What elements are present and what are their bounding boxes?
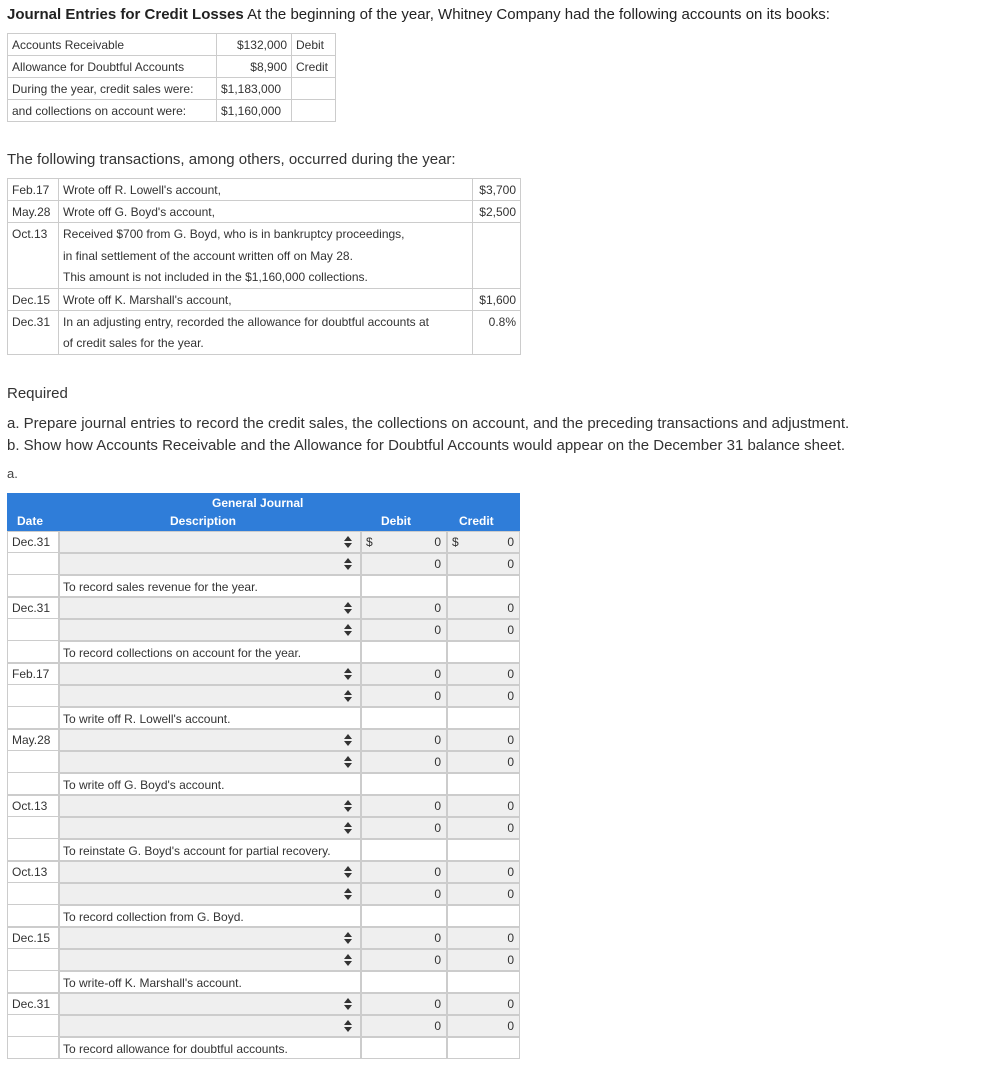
debit-blank (361, 575, 447, 597)
table-row (7, 597, 520, 619)
debit-input[interactable] (361, 817, 447, 839)
table-row (7, 993, 520, 1015)
credit-input[interactable] (447, 751, 520, 773)
general-journal (7, 493, 520, 1059)
column-header-date: Date (17, 514, 44, 528)
journal-entries (7, 531, 520, 1059)
account-select[interactable] (59, 949, 361, 971)
credit-value: 0 (507, 865, 514, 879)
debit-value: 0 (434, 865, 441, 879)
debit-blank (361, 905, 447, 927)
debit-input[interactable] (361, 949, 447, 971)
select-arrows-icon[interactable] (344, 1020, 352, 1032)
table-row (7, 773, 520, 795)
credit-input[interactable] (447, 663, 520, 685)
debit-input[interactable] (361, 597, 447, 619)
credit-input[interactable] (447, 993, 520, 1015)
table-row (8, 333, 521, 355)
select-arrows-icon[interactable] (344, 690, 352, 702)
credit-value: 0 (507, 887, 514, 901)
debit-input[interactable] (361, 619, 447, 641)
credit-value: 0 (507, 601, 514, 615)
table-row (8, 179, 521, 201)
credit-value: 0 (507, 931, 514, 945)
credit-blank (447, 641, 520, 663)
table-row (7, 641, 520, 663)
journal-entry (7, 993, 520, 1059)
entry-date-blank (7, 883, 59, 905)
transaction-amount (473, 333, 521, 355)
memo-text: To reinstate G. Boyd's account for partial recovery. (63, 844, 331, 858)
transaction-text: in final settlement of the account written off on May 28. (59, 245, 473, 267)
select-arrows-icon[interactable] (344, 734, 352, 746)
entry-date: Oct.13 (7, 861, 59, 883)
entry-memo (59, 1037, 361, 1059)
currency-symbol: $ (366, 535, 373, 549)
credit-input[interactable] (447, 531, 520, 553)
credit-blank (447, 905, 520, 927)
transaction-date: Oct.13 (8, 223, 59, 245)
table-row (7, 685, 520, 707)
account-select[interactable] (59, 751, 361, 773)
select-arrows-icon[interactable] (344, 998, 352, 1010)
problem-title-bold: Journal Entries for Credit Losses (7, 6, 244, 23)
account-label: Accounts Receivable (8, 34, 217, 56)
debit-value: 0 (434, 601, 441, 615)
column-header-credit: Credit (459, 514, 494, 528)
table-row (7, 883, 520, 905)
entry-date-blank (7, 1037, 59, 1059)
memo-text: To write-off K. Marshall's account. (63, 976, 242, 990)
account-select[interactable] (59, 1015, 361, 1037)
select-arrows-icon[interactable] (344, 668, 352, 680)
debit-input[interactable] (361, 751, 447, 773)
debit-blank (361, 1037, 447, 1059)
debit-input[interactable] (361, 993, 447, 1015)
debit-value: 0 (434, 799, 441, 813)
problem-title (7, 6, 830, 23)
account-amount: $1,160,000 (217, 100, 292, 122)
transaction-text: Received $700 from G. Boyd, who is in bankruptcy proceedings, (59, 223, 473, 245)
credit-blank (447, 575, 520, 597)
account-side (292, 100, 336, 122)
memo-text: To write off G. Boyd's account. (63, 778, 225, 792)
credit-input[interactable] (447, 927, 520, 949)
table-row (8, 56, 336, 78)
table-row (7, 927, 520, 949)
debit-value: 0 (434, 689, 441, 703)
account-amount: $1,183,000 (217, 78, 292, 100)
transaction-amount (473, 267, 521, 289)
account-amount: $132,000 (217, 34, 292, 56)
entry-date: Dec.31 (7, 993, 59, 1015)
entry-memo (59, 575, 361, 597)
journal-entry (7, 729, 520, 795)
account-select[interactable] (59, 861, 361, 883)
entry-date-blank (7, 905, 59, 927)
entry-memo (59, 641, 361, 663)
transaction-date (8, 333, 59, 355)
account-side: Credit (292, 56, 336, 78)
entry-date: Dec.31 (7, 531, 59, 553)
account-select[interactable] (59, 729, 361, 751)
table-row (8, 245, 521, 267)
table-row (7, 707, 520, 729)
select-arrows-icon[interactable] (344, 888, 352, 900)
problem-title-text: At the beginning of the year, Whitney Company had the following accounts on its books: (247, 6, 830, 23)
account-select[interactable] (59, 795, 361, 817)
journal-entry (7, 795, 520, 861)
debit-value: 0 (434, 623, 441, 637)
debit-value: 0 (434, 1019, 441, 1033)
transaction-date: Dec.15 (8, 289, 59, 311)
debit-input[interactable] (361, 861, 447, 883)
credit-value: 0 (507, 733, 514, 747)
select-arrows-icon[interactable] (344, 536, 352, 548)
table-row (8, 223, 521, 245)
account-label: During the year, credit sales were: (8, 78, 217, 100)
credit-input[interactable] (447, 949, 520, 971)
credit-blank (447, 707, 520, 729)
entry-date-blank (7, 553, 59, 575)
credit-input[interactable] (447, 883, 520, 905)
currency-symbol: $ (452, 535, 459, 549)
table-row (7, 751, 520, 773)
account-label: and collections on account were: (8, 100, 217, 122)
debit-input[interactable] (361, 927, 447, 949)
table-row (7, 729, 520, 751)
account-select[interactable] (59, 685, 361, 707)
debit-input[interactable] (361, 553, 447, 575)
entry-memo (59, 839, 361, 861)
table-row (8, 289, 521, 311)
entry-date-blank (7, 685, 59, 707)
debit-value: 0 (434, 557, 441, 571)
credit-value: 0 (507, 557, 514, 571)
transaction-amount: 0.8% (473, 311, 521, 333)
table-row (8, 78, 336, 100)
debit-blank (361, 839, 447, 861)
debit-value: 0 (434, 931, 441, 945)
debit-value: 0 (434, 535, 441, 549)
credit-blank (447, 971, 520, 993)
select-arrows-icon[interactable] (344, 602, 352, 614)
transaction-amount: $3,700 (473, 179, 521, 201)
entry-date-blank (7, 949, 59, 971)
entry-date-blank (7, 773, 59, 795)
select-arrows-icon[interactable] (344, 932, 352, 944)
credit-input[interactable] (447, 817, 520, 839)
account-select[interactable] (59, 619, 361, 641)
journal-entry (7, 861, 520, 927)
memo-text: To record sales revenue for the year. (63, 580, 258, 594)
debit-value: 0 (434, 733, 441, 747)
account-select[interactable] (59, 597, 361, 619)
transaction-text: This amount is not included in the $1,160,000 collections. (59, 267, 473, 289)
table-row (8, 267, 521, 289)
account-label: Allowance for Doubtful Accounts (8, 56, 217, 78)
entry-date-blank (7, 1015, 59, 1037)
entry-date-blank (7, 971, 59, 993)
transaction-amount: $1,600 (473, 289, 521, 311)
select-arrows-icon[interactable] (344, 954, 352, 966)
debit-input[interactable] (361, 729, 447, 751)
table-row (8, 201, 521, 223)
account-select[interactable] (59, 553, 361, 575)
credit-value: 0 (507, 821, 514, 835)
select-arrows-icon[interactable] (344, 756, 352, 768)
transaction-text: In an adjusting entry, recorded the allowance for doubtful accounts at (59, 311, 473, 333)
debit-value: 0 (434, 997, 441, 1011)
credit-input[interactable] (447, 685, 520, 707)
account-select[interactable] (59, 817, 361, 839)
credit-value: 0 (507, 689, 514, 703)
journal-entry (7, 663, 520, 729)
column-header-debit: Debit (381, 514, 411, 528)
table-row (8, 100, 336, 122)
column-header-description: Description (170, 514, 237, 528)
debit-input[interactable] (361, 663, 447, 685)
entry-date: May.28 (7, 729, 59, 751)
account-select[interactable] (59, 993, 361, 1015)
account-select[interactable] (59, 883, 361, 905)
transaction-text: of credit sales for the year. (59, 333, 473, 355)
table-row (7, 663, 520, 685)
entry-date-blank (7, 641, 59, 663)
transaction-amount (473, 245, 521, 267)
account-side (292, 78, 336, 100)
credit-blank (447, 1037, 520, 1059)
requirement-a: a. Prepare journal entries to record the credit sales, the collections on account, and the preceding transactions and adjustment. (7, 415, 850, 432)
memo-text: To record collections on account for the year. (63, 646, 302, 660)
transaction-text: Wrote off K. Marshall's account, (59, 289, 473, 311)
debit-input[interactable] (361, 531, 447, 553)
entry-date: Dec.15 (7, 927, 59, 949)
transactions-table (7, 178, 521, 355)
table-row (7, 795, 520, 817)
account-select[interactable] (59, 927, 361, 949)
transaction-amount: $2,500 (473, 201, 521, 223)
debit-blank (361, 773, 447, 795)
memo-text: To record collection from G. Boyd. (63, 910, 244, 924)
credit-input[interactable] (447, 861, 520, 883)
credit-value: 0 (507, 755, 514, 769)
memo-text: To write off R. Lowell's account. (63, 712, 231, 726)
credit-value: 0 (507, 953, 514, 967)
table-row (7, 575, 520, 597)
transaction-date (8, 267, 59, 289)
credit-value: 0 (507, 997, 514, 1011)
journal-header (7, 493, 520, 531)
entry-memo (59, 971, 361, 993)
table-row (7, 905, 520, 927)
entry-memo (59, 905, 361, 927)
entry-memo (59, 707, 361, 729)
table-row (7, 1015, 520, 1037)
debit-blank (361, 971, 447, 993)
table-row (8, 311, 521, 333)
table-row (7, 531, 520, 553)
transaction-text: Wrote off G. Boyd's account, (59, 201, 473, 223)
journal-entry (7, 531, 520, 597)
debit-input[interactable] (361, 685, 447, 707)
select-arrows-icon[interactable] (344, 866, 352, 878)
debit-value: 0 (434, 667, 441, 681)
beginning-accounts-table (7, 33, 336, 122)
credit-input[interactable] (447, 619, 520, 641)
transaction-date: Dec.31 (8, 311, 59, 333)
credit-input[interactable] (447, 597, 520, 619)
entry-date: Oct.13 (7, 795, 59, 817)
credit-value: 0 (507, 623, 514, 637)
debit-blank (361, 707, 447, 729)
credit-input[interactable] (447, 1015, 520, 1037)
transactions-heading: The following transactions, among others, occurred during the year: (7, 151, 456, 168)
transaction-date (8, 245, 59, 267)
entry-date-blank (7, 817, 59, 839)
select-arrows-icon[interactable] (344, 558, 352, 570)
table-row (7, 817, 520, 839)
table-row (7, 861, 520, 883)
entry-memo (59, 773, 361, 795)
select-arrows-icon[interactable] (344, 800, 352, 812)
debit-value: 0 (434, 821, 441, 835)
credit-value: 0 (507, 535, 514, 549)
debit-input[interactable] (361, 1015, 447, 1037)
credit-blank (447, 839, 520, 861)
debit-input[interactable] (361, 883, 447, 905)
transaction-amount (473, 223, 521, 245)
account-amount: $8,900 (217, 56, 292, 78)
debit-value: 0 (434, 953, 441, 967)
entry-date: Feb.17 (7, 663, 59, 685)
debit-blank (361, 641, 447, 663)
entry-date-blank (7, 839, 59, 861)
debit-value: 0 (434, 755, 441, 769)
credit-input[interactable] (447, 553, 520, 575)
journal-entry (7, 597, 520, 663)
entry-date-blank (7, 751, 59, 773)
credit-value: 0 (507, 1019, 514, 1033)
credit-blank (447, 773, 520, 795)
transaction-date: May.28 (8, 201, 59, 223)
table-row (7, 839, 520, 861)
table-row (8, 34, 336, 56)
entry-date-blank (7, 619, 59, 641)
required-heading: Required (7, 385, 68, 402)
credit-value: 0 (507, 667, 514, 681)
select-arrows-icon[interactable] (344, 822, 352, 834)
entry-date: Dec.31 (7, 597, 59, 619)
part-label: a. (7, 466, 18, 481)
credit-input[interactable] (447, 795, 520, 817)
transaction-date: Feb.17 (8, 179, 59, 201)
entry-date-blank (7, 707, 59, 729)
journal-title: General Journal (212, 496, 304, 510)
journal-entry (7, 927, 520, 993)
account-select[interactable] (59, 531, 361, 553)
credit-value: 0 (507, 799, 514, 813)
account-select[interactable] (59, 663, 361, 685)
requirement-b: b. Show how Accounts Receivable and the Allowance for Doubtful Accounts would appear on the December 31 balance sheet. (7, 437, 846, 454)
table-row (7, 553, 520, 575)
table-row (7, 619, 520, 641)
table-row (7, 971, 520, 993)
transaction-text: Wrote off R. Lowell's account, (59, 179, 473, 201)
table-row (7, 949, 520, 971)
entry-date-blank (7, 575, 59, 597)
select-arrows-icon[interactable] (344, 624, 352, 636)
debit-value: 0 (434, 887, 441, 901)
account-side: Debit (292, 34, 336, 56)
debit-input[interactable] (361, 795, 447, 817)
credit-input[interactable] (447, 729, 520, 751)
memo-text: To record allowance for doubtful accounts. (63, 1042, 288, 1056)
table-row (7, 1037, 520, 1059)
